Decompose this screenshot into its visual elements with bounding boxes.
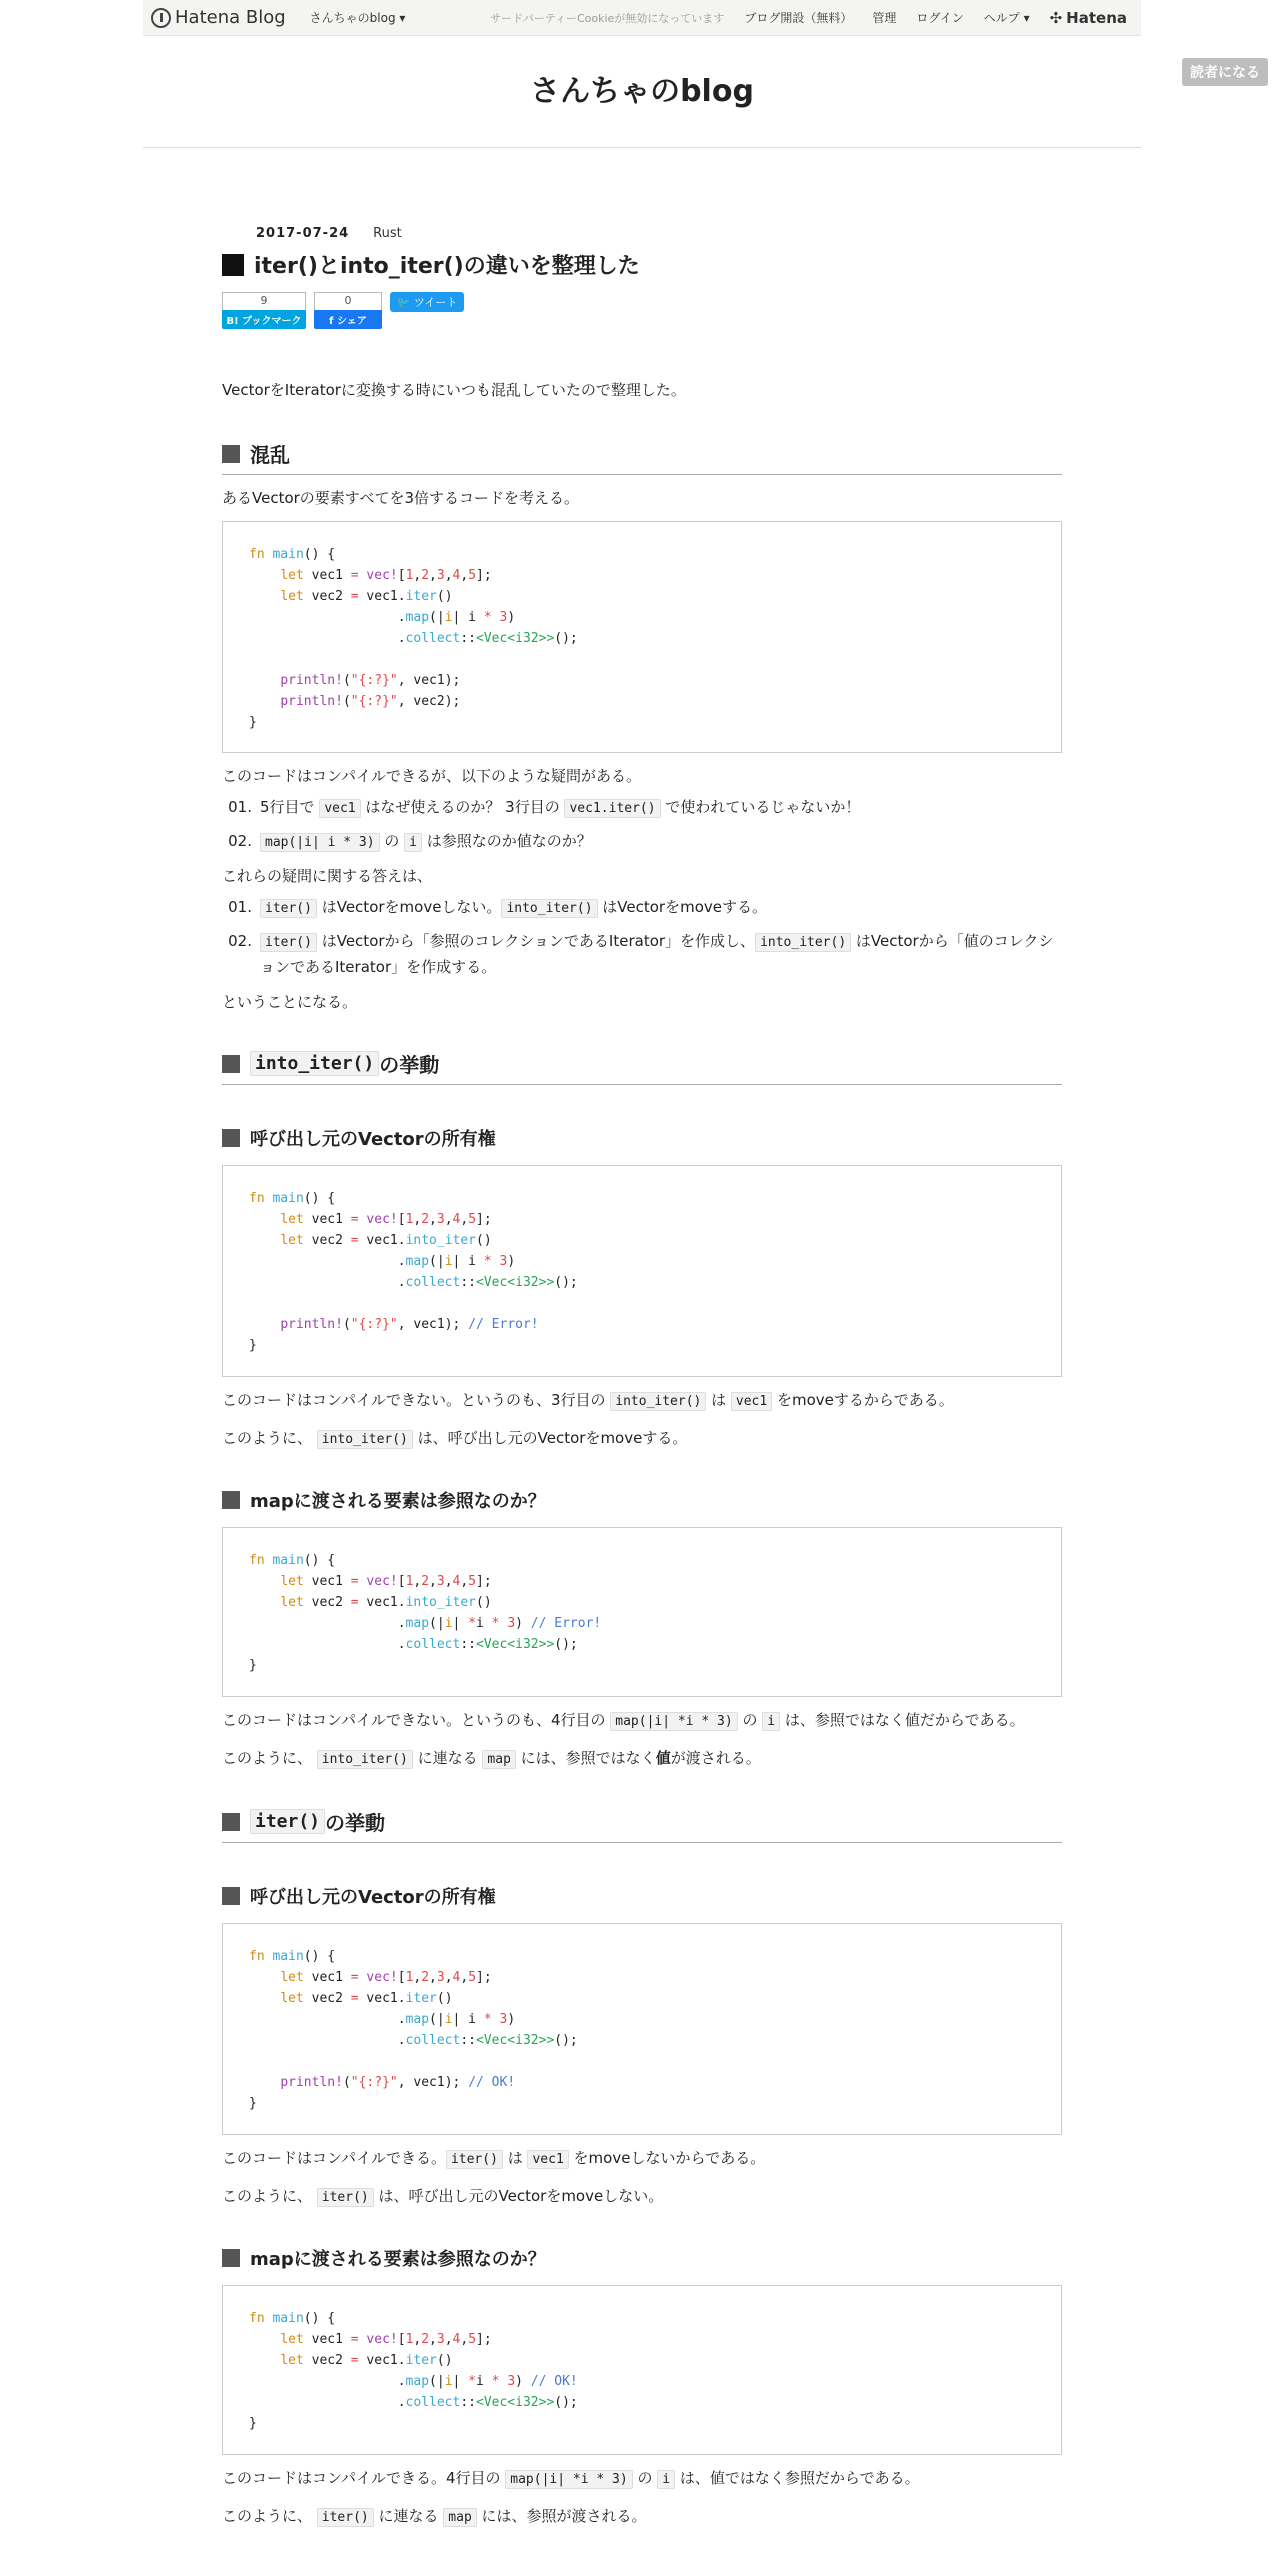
start-blog-link[interactable]: ブログ開設（無料） <box>744 11 853 25</box>
social-buttons <box>222 292 1062 329</box>
hatena-top-bar <box>143 0 1141 36</box>
article <box>222 226 1062 2531</box>
subscribe-button[interactable]: 読者になる <box>1182 58 1268 86</box>
twitter-bird-icon: 🐦 <box>396 295 411 309</box>
header-divider <box>143 147 1141 148</box>
heading-square-icon <box>222 2249 240 2267</box>
cookie-notice[interactable]: サードパーティーCookieが無効になっています <box>490 11 725 25</box>
entry-meta <box>256 226 1062 241</box>
section-heading-iter: iter() の挙動 <box>222 1807 1062 1843</box>
hatena-blog-logo[interactable]: Hatena Blog <box>151 7 286 28</box>
subheading-ownership: 呼び出し元のVectorの所有権 <box>222 1125 1062 1151</box>
tweet-button[interactable]: 🐦 ツイート <box>390 292 464 312</box>
entry-category[interactable]: Rust <box>373 226 402 241</box>
paragraph: このように、 into_iter() に連なる map には、参照ではなく値が渡される。 <box>222 1749 761 1767</box>
heading-square-icon <box>222 1491 240 1509</box>
paragraph: このように、 iter() に連なる map には、参照が渡される。 <box>222 2507 647 2525</box>
paragraph: ということになる。 <box>222 993 358 1011</box>
hatena-mark-icon: ✣ <box>1049 8 1063 27</box>
heading-square-icon <box>222 1129 240 1147</box>
paragraph: このコードはコンパイルできる。 iter() は vec1 をmoveしないからである。 <box>222 2149 766 2167</box>
heading-square-icon <box>222 1055 240 1073</box>
paragraph: このコードはコンパイルできる。4行目の map(|i| *i * 3) の i は、値ではなく参照だからである。 <box>222 2469 920 2487</box>
hatena-logo-icon <box>151 8 171 28</box>
intro-paragraph: VectorをIteratorに変換する時にいつも混乱していたので整理した。 <box>222 381 686 399</box>
paragraph: あるVectorの要素すべてを3倍するコードを考える。 <box>222 489 580 507</box>
admin-link[interactable]: 管理 <box>872 11 897 25</box>
subheading-ownership: 呼び出し元のVectorの所有権 <box>222 1883 1062 1909</box>
help-menu[interactable]: ヘルプ ▾ <box>983 11 1030 25</box>
paragraph: このコードはコンパイルできない。というのも、4行目の map(|i| *i * 3) の i は、参照ではなく値だからである。 <box>222 1711 1025 1729</box>
paragraph: このように、 into_iter() は、呼び出し元のVectorをmoveする。 <box>222 1429 688 1447</box>
login-link[interactable]: ログイン <box>916 11 964 25</box>
hatena-link[interactable]: ✣ Hatena <box>1049 8 1127 27</box>
blog-title[interactable]: さんちゃのblog <box>530 74 754 109</box>
code-block[interactable]: fn main() { let vec1 = vec![1,2,3,4,5]; let vec2 = vec1.into_iter() .map(|i| *i * 3) // Error! .collect::<Vec<i32>>(); } <box>222 1527 1062 1697</box>
subheading-map-reference: mapに渡される要素は参照なのか？ <box>222 1487 1062 1513</box>
list-item: 01. 5行目で vec1 はなぜ使えるのか？ 3行目の vec1.iter() で使われているじゃないか！ <box>228 798 861 816</box>
facebook-share-button[interactable]: 0 f シェア <box>314 292 382 329</box>
list-item: 02. iter() はVectorから「参照のコレクションであるIterator」を作成し、 into_iter() はVectorから「値のコレクションであるIterator」を作成する。 <box>228 932 1054 976</box>
subheading-map-reference: mapに渡される要素は参照なのか？ <box>222 2245 1062 2271</box>
paragraph: このように、 iter() は、呼び出し元のVectorをmoveしない。 <box>222 2187 664 2205</box>
heading-square-icon <box>222 445 240 463</box>
title-square-icon <box>222 254 244 276</box>
code-block[interactable]: fn main() { let vec1 = vec![1,2,3,4,5]; let vec2 = vec1.iter() .map(|i| *i * 3) // OK! .collect::<Vec<i32>>(); } <box>222 2285 1062 2455</box>
answer-list <box>222 895 1062 979</box>
section-heading-confusion: 混乱 <box>222 439 1062 475</box>
paragraph: このコードはコンパイルできるが、以下のような疑問がある。 <box>222 767 641 785</box>
entry-title[interactable]: iter()とinto_iter()の違いを整理した <box>222 249 1062 280</box>
code-block[interactable]: fn main() { let vec1 = vec![1,2,3,4,5]; let vec2 = vec1.iter() .map(|i| i * 3) .collect::<Vec<i32>>(); println!("{:?}", vec1); // OK! } <box>222 1923 1062 2135</box>
list-item: 02. map(|i| i * 3) の i は参照なのか値なのか？ <box>228 832 592 850</box>
code-block[interactable]: fn main() { let vec1 = vec![1,2,3,4,5]; let vec2 = vec1.iter() .map(|i| i * 3) .collect::<Vec<i32>>(); println!("{:?}", vec1); println!("{:?}", vec2); } <box>222 521 1062 753</box>
paragraph: このコードはコンパイルできない。というのも、3行目の into_iter() は vec1 をmoveするからである。 <box>222 1391 954 1409</box>
heading-square-icon <box>222 1813 240 1831</box>
code-block[interactable]: fn main() { let vec1 = vec![1,2,3,4,5]; let vec2 = vec1.into_iter() .map(|i| i * 3) .collect::<Vec<i32>>(); println!("{:?}", vec1); // Error! } <box>222 1165 1062 1377</box>
list-item: 01. iter() はVectorをmoveしない。 into_iter() はVectorをmoveする。 <box>228 898 767 916</box>
hatena-bookmark-button[interactable]: 9 B! ブックマーク <box>222 292 306 329</box>
heading-square-icon <box>222 1887 240 1905</box>
entry-date[interactable]: 2017-07-24 <box>256 226 350 241</box>
section-heading-into-iter: into_iter() の挙動 <box>222 1049 1062 1085</box>
blog-selector[interactable]: さんちゃのblog ▾ <box>309 11 406 25</box>
question-list <box>222 795 1062 855</box>
paragraph: これらの疑問に関する答えは、 <box>222 867 433 885</box>
